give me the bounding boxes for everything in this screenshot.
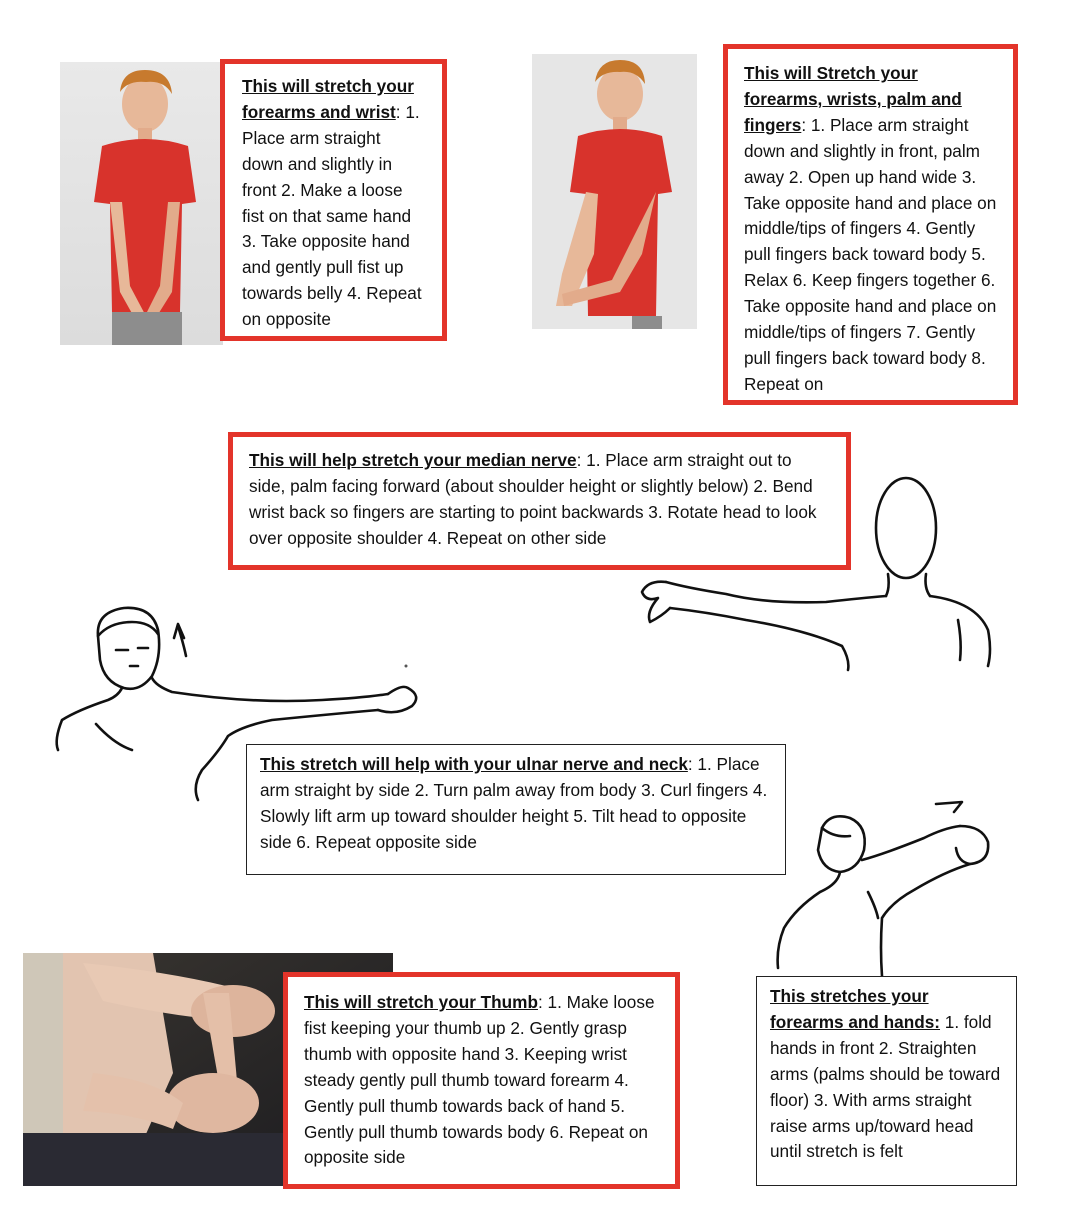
illustration-median-nerve (636, 470, 1006, 680)
stretch-text: : 1. Place arm straight by side 2. Turn palm away from body 3. Curl fingers 4. Slowly lift arm up toward shoulder height 5. Tilt head to opposite side 6. Repeat opposite side (260, 754, 768, 852)
stretch-heading: This stretches your forearms and hands: (770, 986, 941, 1032)
stretch-card-forearms-wrist (220, 59, 447, 341)
stretch-heading: This stretch will help with your ulnar nerve and neck (260, 754, 688, 774)
photo-wrist-stretch (60, 62, 223, 345)
stretch-text: : 1. Place arm straight down and slightly in front, palm away 2. Open up hand wide 3. Take opposite hand and place on middle/tips of fingers 4. Gently pull fingers back toward body 5. Relax 6. Keep fingers together 6. Take opposite hand and place on middle/tips of fingers 7. Gently pull fingers back toward body 8. Repeat on (744, 114, 997, 394)
stretch-text: 1. fold hands in front 2. Straighten arms (palms should be toward floor) 3. With arms straight raise arms up/toward head until stretch is felt (770, 1011, 1001, 1162)
stretch-card-thumb (283, 972, 680, 1189)
stretch-text: : 1. Make loose fist keeping your thumb up 2. Gently grasp thumb with opposite hand 3. Keeping wrist steady gently pull thumb toward forearm 4. Gently pull thumb towards back of hand 5. Gently pull thumb towards body 6. Repeat on opposite side (304, 992, 655, 1168)
photo-finger-stretch (532, 54, 697, 329)
illustration-forearms-hands (774, 798, 1004, 978)
stretch-card-fingers (723, 44, 1018, 405)
stretch-text: : 1. Place arm straight down and slightly in front 2. Make a loose fist on that same hand 3. Take opposite hand and gently pull fist up towards belly 4. Repeat on opposite (242, 101, 422, 330)
stretch-card-forearms-hands (756, 976, 1017, 1186)
stretch-heading: This will help stretch your median nerve (249, 450, 577, 470)
stretch-heading: This will stretch your forearms and wrist (242, 76, 414, 122)
stretch-heading: This will Stretch your forearms, wrists, palm and fingers (744, 63, 962, 135)
stretch-text: : 1. Place arm straight out to side, palm facing forward (about shoulder height or slightly below) 2. Bend wrist back so fingers are starting to point backwards 3. Rotate head to look over opposite shoulder 4. Repeat on other side (249, 450, 817, 548)
stretch-heading: This will stretch your Thumb (304, 992, 538, 1012)
stretch-card-ulnar-nerve (246, 744, 786, 875)
